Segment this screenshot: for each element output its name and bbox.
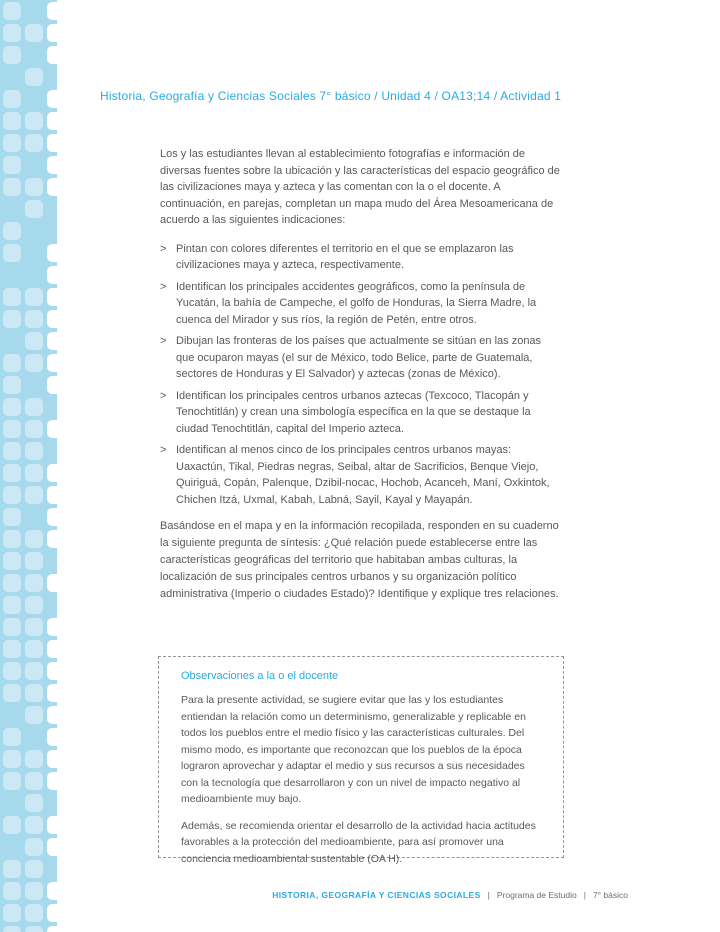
list-item xyxy=(160,388,562,438)
strip-square xyxy=(3,24,21,42)
strip-square xyxy=(47,46,65,64)
strip-square xyxy=(3,640,21,658)
strip-square xyxy=(25,178,43,196)
strip-square xyxy=(25,684,43,702)
page-footer xyxy=(272,890,628,900)
footer-separator: | xyxy=(583,890,586,900)
list-item xyxy=(160,279,562,329)
strip-square xyxy=(25,530,43,548)
list-item-text: Dibujan las fronteras de los países que actualmente se sitúan en las zonas que ocuparon mayas (el sur de México, todo Belice, parte de Guatemala, sectores de Honduras y El Salvador) y aztecas (zonas de México). xyxy=(176,335,542,380)
strip-square xyxy=(3,728,21,746)
strip-square xyxy=(25,640,43,658)
bullet-marker: > xyxy=(160,280,167,293)
teacher-observations-box xyxy=(158,656,564,865)
strip-square xyxy=(3,90,21,108)
strip-square xyxy=(3,354,21,372)
strip-square xyxy=(47,618,65,636)
list-item-text: Identifican los principales centros urbanos aztecas (Texcoco, Tlacopán y Tenochtitlán) y crean una simbología específica en la que se destaque la ciudad Tenochtitlán, capital del Imperio azteca. xyxy=(176,389,531,435)
strip-square xyxy=(3,46,21,64)
strip-square xyxy=(3,750,21,768)
strip-square xyxy=(3,464,21,482)
list-item-text: Pintan con colores diferentes el territorio en el que se emplazaron las civilizaciones maya y azteca, respectivamente. xyxy=(176,242,514,271)
strip-square xyxy=(47,310,65,328)
strip-square xyxy=(47,926,65,932)
bullet-marker: > xyxy=(160,389,167,402)
strip-square xyxy=(47,288,65,306)
strip-square xyxy=(47,816,65,834)
strip-square xyxy=(25,706,43,724)
strip-square xyxy=(3,684,21,702)
strip-square xyxy=(3,310,21,328)
strip-square xyxy=(47,90,65,108)
instructions-list xyxy=(160,241,562,509)
strip-square xyxy=(47,530,65,548)
strip-square xyxy=(47,640,65,658)
strip-square xyxy=(25,134,43,152)
strip-square xyxy=(3,288,21,306)
strip-square xyxy=(47,882,65,900)
strip-square xyxy=(25,574,43,592)
strip-square xyxy=(47,2,65,20)
strip-square xyxy=(47,112,65,130)
strip-square xyxy=(25,310,43,328)
strip-square xyxy=(3,222,21,240)
strip-square xyxy=(47,266,65,284)
strip-square xyxy=(25,68,43,86)
strip-square xyxy=(3,882,21,900)
strip-square xyxy=(3,596,21,614)
strip-square xyxy=(3,618,21,636)
strip-square xyxy=(47,354,65,372)
strip-square xyxy=(25,926,43,932)
strip-square xyxy=(3,574,21,592)
strip-square xyxy=(25,904,43,922)
bullet-marker: > xyxy=(160,444,167,456)
footer-grade: 7° básico xyxy=(592,890,628,900)
strip-square xyxy=(47,904,65,922)
strip-square xyxy=(25,486,43,504)
strip-square xyxy=(47,684,65,702)
strip-square xyxy=(25,794,43,812)
bullet-marker: > xyxy=(160,242,167,255)
list-item-text: Identifican los principales accidentes geográficos, como la península de Yucatán, la bahía de Campeche, el golfo de Honduras, la Sierra Madre, la cuenca del Mirador y sus ríos, la región de Petén, entre otros. xyxy=(176,280,537,326)
strip-square xyxy=(47,706,65,724)
strip-square xyxy=(3,2,21,20)
strip-square xyxy=(3,508,21,526)
strip-square xyxy=(25,288,43,306)
decorative-squares-strip xyxy=(0,0,57,932)
footer-subject: HISTORIA, GEOGRAFÍA Y CIENCIAS SOCIALES xyxy=(272,890,481,900)
teacher-box-title: Observaciones a la o el docente xyxy=(181,670,339,682)
strip-square xyxy=(25,398,43,416)
strip-square xyxy=(25,442,43,460)
synthesis-question-paragraph: Basándose en el mapa y en la información recopilada, responden en su cuaderno la siguiente pregunta de síntesis: ¿Qué relación puede establecerse entre las características geográficas del territorio que habitaban ambas culturas, la localización de sus principales centros urbanos y su organización político administrativa (Imperio o ciudades Estado)? Identifique y explique tres relaciones. xyxy=(160,520,559,600)
strip-square xyxy=(25,112,43,130)
strip-square xyxy=(25,420,43,438)
strip-square xyxy=(47,464,65,482)
strip-square xyxy=(3,662,21,680)
strip-square xyxy=(47,662,65,680)
strip-square xyxy=(3,178,21,196)
strip-square xyxy=(3,816,21,834)
strip-square xyxy=(3,376,21,394)
strip-square xyxy=(3,904,21,922)
strip-square xyxy=(3,530,21,548)
activity-body xyxy=(160,146,562,603)
strip-square xyxy=(47,574,65,592)
strip-square xyxy=(47,332,65,350)
strip-square xyxy=(3,486,21,504)
strip-square xyxy=(25,24,43,42)
strip-square xyxy=(3,772,21,790)
breadcrumb: Historia, Geografía y Ciencias Sociales 7° básico / Unidad 4 / OA13;14 / Actividad 1 xyxy=(100,89,562,103)
strip-square xyxy=(25,750,43,768)
strip-square xyxy=(3,134,21,152)
footer-separator: | xyxy=(487,890,490,900)
list-item xyxy=(160,241,562,274)
teacher-box-paragraph: Además, se recomienda orientar el desarrollo de la actividad hacia actitudes favorables a la protección del medioambiente, para así promover una conciencia medioambiental sustentable (OA H). xyxy=(181,819,536,865)
activity-intro-paragraph: Los y las estudiantes llevan al establecimiento fotografías e información de diversas fuentes sobre la ubicación y las características del espacio geográfico de las civilizaciones maya y azteca y las comentan con la o el docente. A continuación, en parejas, completan un mapa mudo del Área Mesoamericana de acuerdo a las siguientes indicaciones: xyxy=(160,148,560,226)
strip-square xyxy=(25,618,43,636)
footer-program: Programa de Estudio xyxy=(496,890,577,900)
bullet-marker: > xyxy=(160,335,167,347)
strip-square xyxy=(3,442,21,460)
strip-square xyxy=(25,662,43,680)
strip-square xyxy=(47,178,65,196)
strip-square xyxy=(47,486,65,504)
list-item xyxy=(160,333,562,383)
strip-square xyxy=(25,772,43,790)
strip-square xyxy=(47,750,65,768)
strip-square xyxy=(47,134,65,152)
strip-square xyxy=(3,156,21,174)
strip-square xyxy=(25,464,43,482)
strip-square xyxy=(47,420,65,438)
strip-square xyxy=(47,376,65,394)
strip-square xyxy=(3,112,21,130)
strip-square xyxy=(25,200,43,218)
strip-square xyxy=(3,398,21,416)
list-item-text: Identifican al menos cinco de los principales centros urbanos mayas: Uaxactún, Tikal, Piedras negras, Seibal, altar de Sacrificios, Benque Viejo, Quiriguá, Copán, Palenque, Dzibil-nocac, Hochob, Acanceh, Maní, Oxkintok, Chichen Itzá, Uxmal, Kabah, Labná, Sayil, Kayal y Mayapán. xyxy=(176,444,550,506)
strip-square xyxy=(3,926,21,932)
strip-square xyxy=(47,244,65,262)
strip-square xyxy=(25,552,43,570)
teacher-box-paragraph: Para la presente actividad, se sugiere evitar que las y los estudiantes entiendan la relación como un determinismo, generalizable y replicable en todos los pueblos entre el medio físico y las características culturales. Del mismo modo, es importante que reconozcan que los pueblos de la época lograron aprovechar y adaptar el medio y sus recursos a sus necesidades con la tecnología que desarrollaron y con un nivel de impacto negativo al medioambiente muy bajo. xyxy=(181,694,526,805)
strip-square xyxy=(25,816,43,834)
strip-square xyxy=(25,354,43,372)
strip-square xyxy=(3,244,21,262)
strip-square xyxy=(47,156,65,174)
strip-square xyxy=(3,860,21,878)
strip-square xyxy=(47,24,65,42)
strip-square xyxy=(47,728,65,746)
strip-square xyxy=(3,420,21,438)
strip-square xyxy=(25,332,43,350)
strip-square xyxy=(25,882,43,900)
strip-square xyxy=(47,508,65,526)
strip-square xyxy=(47,838,65,856)
strip-square xyxy=(3,552,21,570)
strip-square xyxy=(47,772,65,790)
strip-square xyxy=(25,596,43,614)
strip-square xyxy=(25,838,43,856)
list-item xyxy=(160,442,562,508)
strip-square xyxy=(25,860,43,878)
